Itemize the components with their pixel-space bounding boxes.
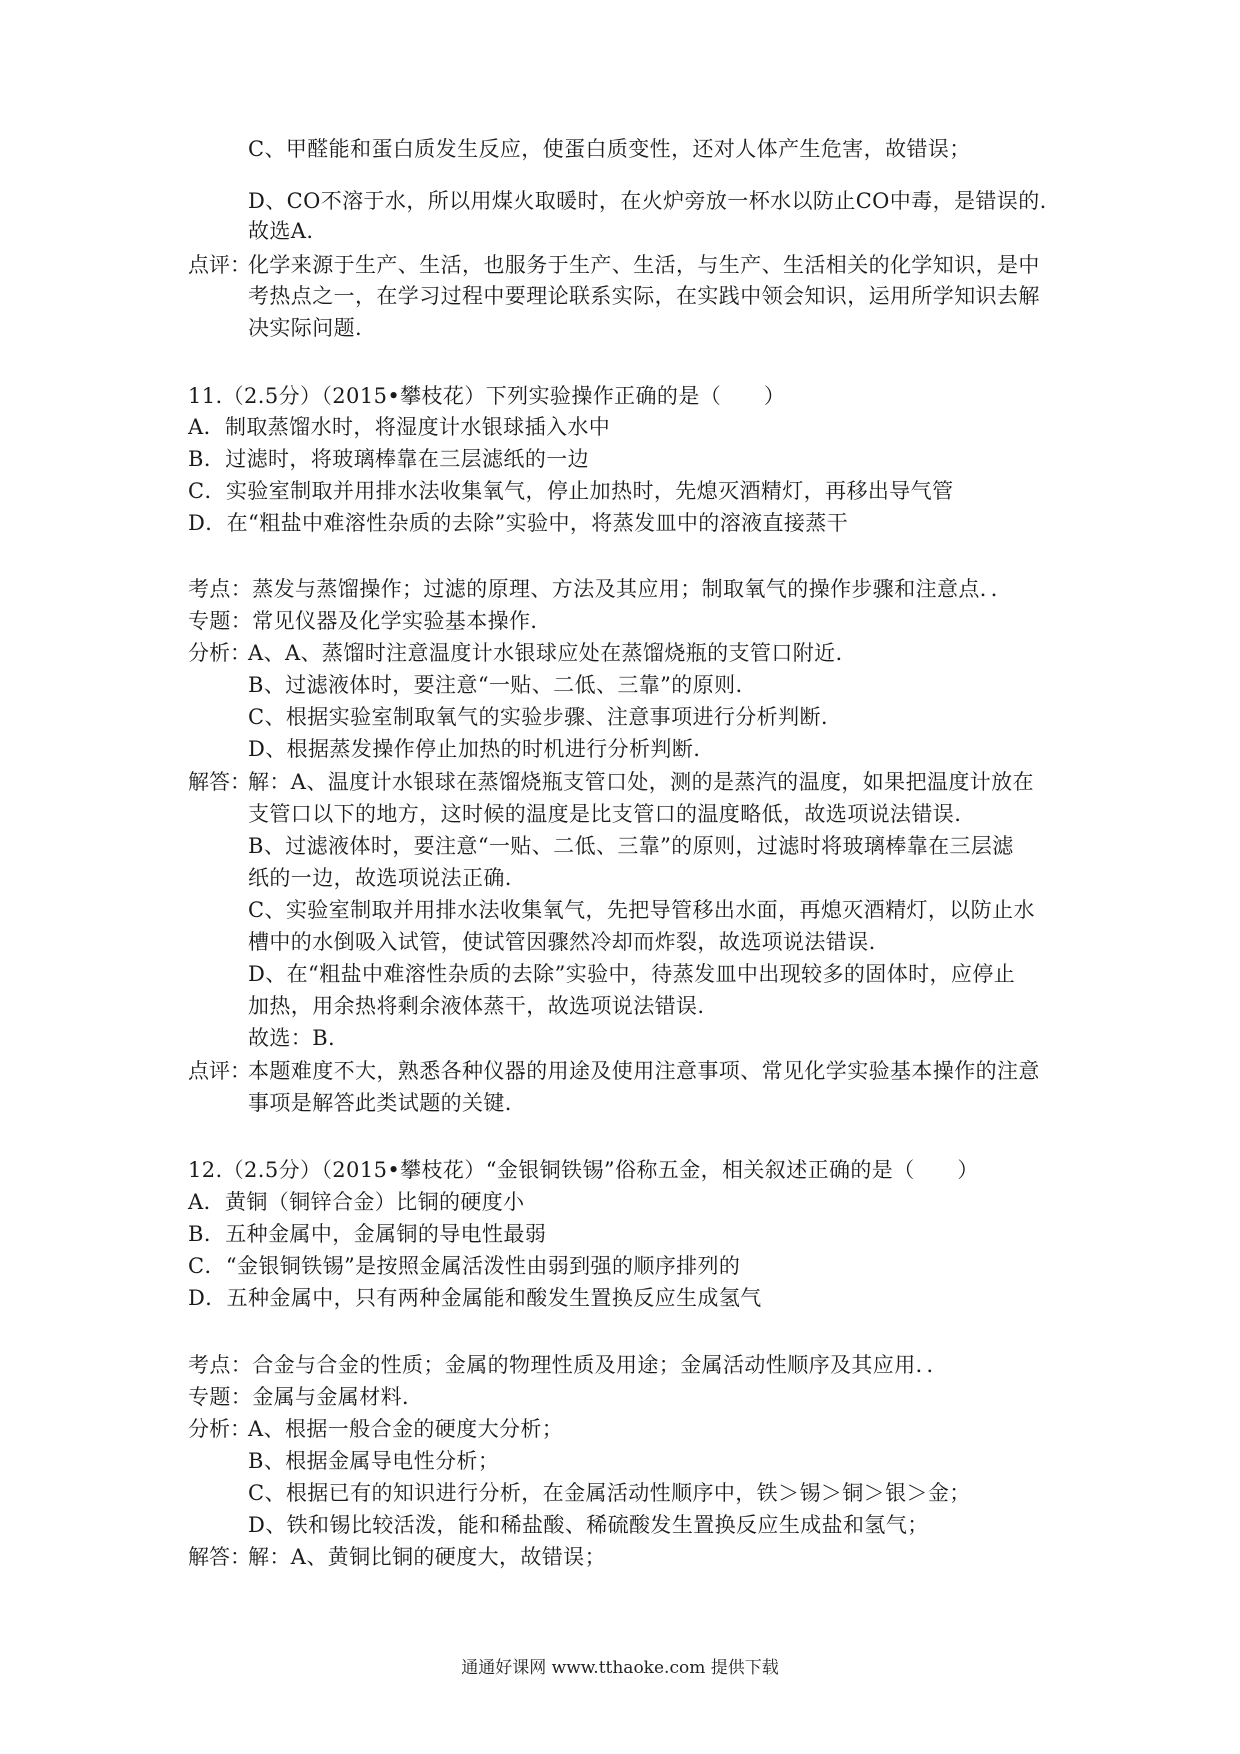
comment-line: 决实际问题. — [248, 316, 363, 340]
analysis-line: D、铁和锡比较活泼，能和稀盐酸、稀硫酸发生置换反应生成盐和氢气； — [248, 1513, 929, 1537]
analysis-line: 故选A. — [248, 219, 314, 243]
analysis-line: D、CO不溶于水，所以用煤火取暖时，在火炉旁放一杯水以防止CO中毒，是错误的. — [248, 189, 1047, 213]
analysis-line: B、根据金属导电性分析； — [248, 1449, 500, 1473]
analysis-line: D、根据蒸发操作停止加热的时机进行分析判断. — [248, 737, 701, 761]
solution-line: C、实验室制取并用排水法收集氧气，先把导管移出水面，再熄灭酒精灯，以防止水 — [248, 898, 1035, 922]
comment-line: 化学来源于生产、生活，也服务于生产、生活，与生产、生活相关的化学知识，是中 — [248, 253, 1040, 277]
analysis-label: 分析： — [188, 1417, 251, 1441]
solution-line: D、在“粗盐中难溶性杂质的去除”实验中，待蒸发皿中出现较多的固体时，应停止 — [248, 962, 1016, 986]
option-a: A．黄铜（铜锌合金）比铜的硬度小 — [188, 1190, 525, 1214]
comment-line: 本题难度不大，熟悉各种仪器的用途及使用注意事项、常见化学实验基本操作的注意 — [248, 1059, 1040, 1083]
solution-line: 解：A、温度计水银球在蒸馏烧瓶支管口处，测的是蒸汽的温度，如果把温度计放在 — [248, 770, 1034, 794]
analysis-line: A、根据一般合金的硬度大分析； — [248, 1417, 564, 1441]
analysis-line: C、根据已有的知识进行分析，在金属活动性顺序中，铁＞锡＞铜＞银＞金； — [248, 1481, 971, 1505]
solution-line: 解：A、黄铜比铜的硬度大，故错误； — [248, 1545, 606, 1569]
option-d: D．五种金属中，只有两种金属能和酸发生置换反应生成氢气 — [188, 1286, 762, 1310]
analysis-line: C、根据实验室制取氧气的实验步骤、注意事项进行分析判断. — [248, 705, 828, 729]
comment-line: 事项是解答此类试题的关键. — [248, 1091, 512, 1115]
option-c: C．“金银铜铁锡”是按照金属活泼性由弱到强的顺序排列的 — [188, 1254, 741, 1278]
solution-label: 解答： — [188, 770, 251, 794]
solution-line: B、过滤液体时，要注意“一贴、二低、三靠”的原则，过滤时将玻璃棒靠在三层滤 — [248, 834, 1014, 858]
zhuanti-line: 专题：金属与金属材料． — [188, 1385, 424, 1409]
analysis-line: A、A、蒸馏时注意温度计水银球应处在蒸馏烧瓶的支管口附近. — [248, 641, 843, 665]
option-d: D．在“粗盐中难溶性杂质的去除”实验中，将蒸发皿中的溶液直接蒸干 — [188, 511, 849, 535]
option-b: B．过滤时，将玻璃棒靠在三层滤纸的一边 — [188, 447, 590, 471]
kaodian-line: 考点：合金与合金的性质；金属的物理性质及用途；金属活动性顺序及其应用．． — [188, 1353, 948, 1377]
question-11-stem: 11.（2.5分）（2015•攀枝花）下列实验操作正确的是（ ） — [188, 384, 786, 408]
option-b: B．五种金属中，金属铜的导电性最弱 — [188, 1222, 547, 1246]
analysis-line: B、过滤液体时，要注意“一贴、二低、三靠”的原则. — [248, 673, 743, 697]
page-footer: 通通好课网 www.tthaoke.com 提供下载 — [461, 1658, 779, 1678]
solution-line: 支管口以下的地方，这时候的温度是比支管口的温度略低，故选项说法错误. — [248, 802, 962, 826]
solution-line: 槽中的水倒吸入试管，使试管因骤然冷却而炸裂，故选项说法错误. — [248, 930, 876, 954]
analysis-label: 分析： — [188, 641, 251, 665]
solution-line: 加热，用余热将剩余液体蒸干，故选项说法错误. — [248, 994, 705, 1018]
zhuanti-line: 专题：常见仪器及化学实验基本操作． — [188, 609, 552, 633]
comment-label: 点评： — [188, 1059, 251, 1083]
solution-line: 故选：B. — [248, 1026, 336, 1050]
solution-label: 解答： — [188, 1545, 251, 1569]
comment-label: 点评： — [188, 253, 251, 277]
solution-line: 纸的一边，故选项说法正确. — [248, 866, 512, 890]
analysis-line: C、甲醛能和蛋白质发生反应，使蛋白质变性，还对人体产生危害，故错误； — [248, 137, 971, 161]
comment-line: 考热点之一，在学习过程中要理论联系实际，在实践中领会知识，运用所学知识去解 — [248, 284, 1040, 308]
option-c: C．实验室制取并用排水法收集氧气，停止加热时，先熄灭酒精灯，再移出导气管 — [188, 479, 954, 503]
kaodian-line: 考点：蒸发与蒸馏操作；过滤的原理、方法及其应用；制取氧气的操作步骤和注意点．． — [188, 577, 1013, 601]
question-12-stem: 12.（2.5分）（2015•攀枝花）“金银铜铁锡”俗称五金，相关叙述正确的是（ ） — [188, 1158, 979, 1182]
option-a: A．制取蒸馏水时，将湿度计水银球插入水中 — [188, 415, 611, 439]
